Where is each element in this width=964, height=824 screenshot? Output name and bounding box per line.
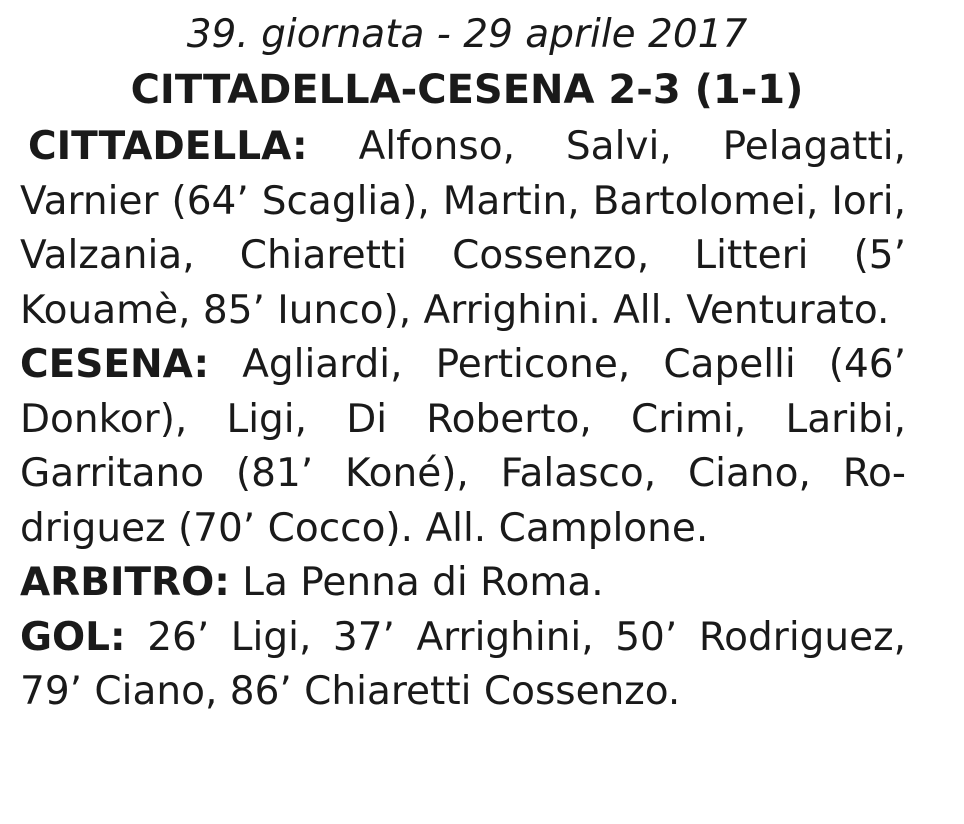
goals-line [20, 611, 906, 720]
match-title: CITTADELLA-CESENA 2-3 (1-1) [130, 67, 804, 113]
goals-label: GOL: [20, 614, 126, 660]
home-team-players: Alfonso, Salvi, Pelagatti, Varnier (64’ Scaglia), Martin, Bartolomei, Iori, Valzania, Chiaretti Cossenzo, Litteri (5’ Kouamè, 85’ Iunco), Arrighini. All. Venturato. [20, 124, 906, 333]
referee-name: La Penna di Roma. [242, 560, 604, 605]
round-date-heading: 39. giornata - 29 aprile 2017 [186, 12, 748, 57]
home-team-lineup [20, 120, 906, 338]
goals-list: 26’ Ligi, 37’ Arrighini, 50’ Rodriguez, 79’ Ciano, 86’ Chiaretti Cossenzo. [20, 614, 906, 714]
referee-label: ARBITRO: [20, 560, 230, 605]
referee-line [20, 556, 906, 611]
away-team-players: Agliardi, Perticone, Capelli (46’ Donkor), Ligi, Di Roberto, Crimi, Laribi, Garritano (81’ Koné), Falasco, Ciano, Rodriguez (70’ Cocco). All. Camplone. [20, 342, 906, 551]
away-team-lineup [20, 338, 906, 556]
home-team-label: CITTADELLA: [28, 124, 308, 169]
away-team-label: CESENA: [20, 342, 210, 387]
